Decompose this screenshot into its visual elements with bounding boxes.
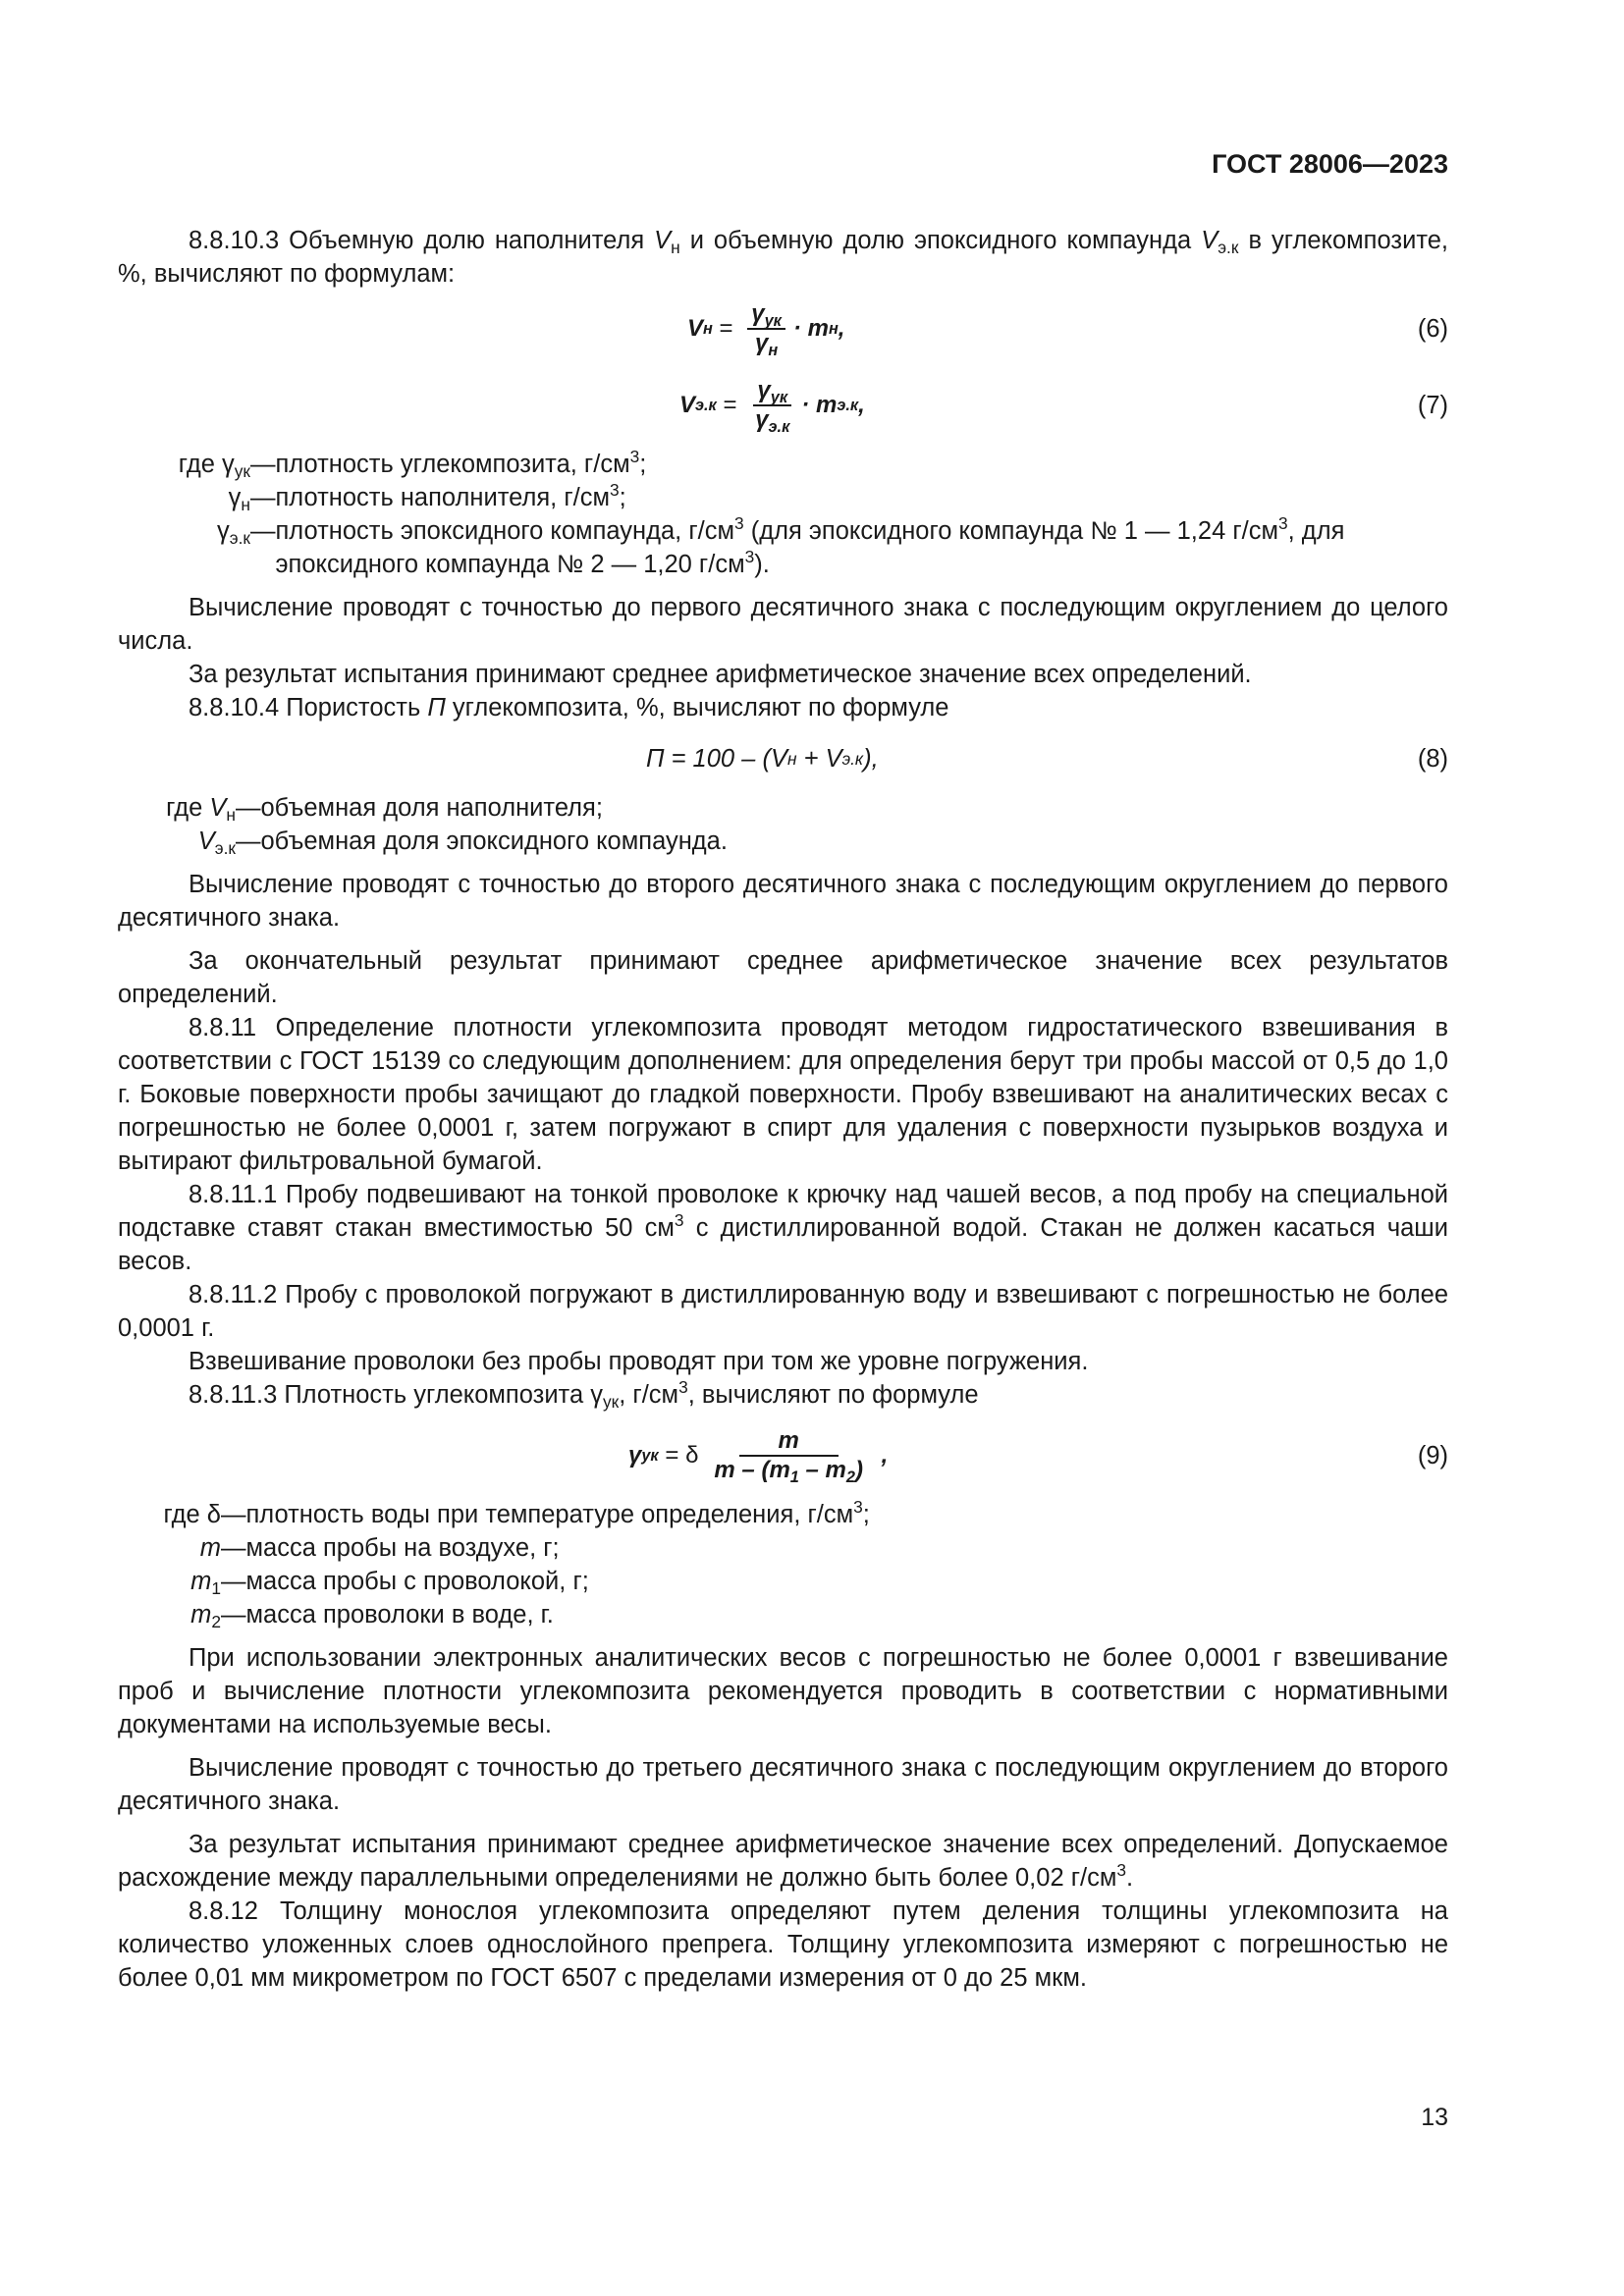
document-page (118, 0, 1448, 2296)
page-number: 13 (1421, 2104, 1448, 2131)
definition-item: $m_2$ — масса проволоки в воде, г. (190, 1601, 554, 1631)
definition-item: $\gamma_{э.к}$ — плотность эпоксидного компаунда, $г/см^3$ (для эпоксидного компаунда № 1 — 1,24 $г/см^3$, для эпоксидного компаунда № 2 — 1,20 $г/см^3$). (217, 513, 1345, 578)
formula-number: (9) (1417, 1442, 1448, 1469)
paragraph-8-8-12: 8.8.12 Толщину монослоя углекомпозита определяют путем деления толщины углекомпозита на количество уложенных слоев однослойного препрега. Толщину углекомпозита измеряют с погрешностью не более 0,01 мм микрометром по ГОСТ 6507 с пределами измерения от 0 до 25 мкм. (118, 1897, 1448, 1992)
definition-item: где $V_н$ — объемная доля наполнителя; (166, 794, 603, 825)
formula-7: V э.к = $\frac{\gamma_{ук}}{\gamma_{э.к}}$ · m э.к , (7) (679, 377, 1448, 436)
paragraph: Вычисление проводят с точностью до первого десятичного знака с последующим округлением до целого числа. (118, 594, 1448, 655)
document-body (118, 224, 1448, 1995)
paragraph: Вычисление проводят с точностью до третьего десятичного знака с последующим округлением до второго десятичного знака. (118, 1754, 1448, 1815)
definition-item: $\gamma_н$ — плотность наполнителя, $г/см^3$; (228, 480, 626, 514)
document-header: ГОСТ 28006—2023 (1212, 149, 1448, 179)
paragraph-8-8-10-4: 8.8.10.4 Пористость П углекомпозита, %, вычисляют по формуле (189, 694, 949, 721)
definition-item: m — масса пробы на воздухе, г; (199, 1534, 560, 1562)
formula-number: (7) (1417, 392, 1448, 419)
paragraph-8-8-11-2: 8.8.11.2 Пробу с проволокой погружают в дистиллированную воду и взвешивают с погрешностью не более 0,0001 г. (118, 1281, 1448, 1342)
paragraph: Вычисление проводят с точностью до второго десятичного знака с последующим округлением до первого десятичного знака. (118, 871, 1448, 932)
paragraph: За результат испытания принимают среднее арифметическое значение всех определений. (189, 661, 1252, 688)
formula-6: V н = $\frac{\gamma_{ук}}{\gamma_н}$ · m н , (6) (687, 300, 1448, 359)
definition-item: $V_{э.к}$ — объемная доля эпоксидного компаунда. (197, 828, 728, 858)
formula-8: П = 100 – ( V н + V э.к ), (8) (118, 730, 1448, 787)
fraction: $\frac{\gamma_{ук}}{\gamma_{э.к}}$ (755, 377, 790, 436)
paragraph-8-8-11: 8.8.11 Определение плотности углекомпозита проводят методом гидростатического взвешивания в соответствии с ГОСТ 15139 со следующим дополнением: для определения берут три пробы массой от 0,5 до 1,0 г. Боковые поверхности пробы зачищают до гладкой поверхности. Пробу взвешивают на аналитических весах с погрешностью не более 0,0001 г, затем погружают в спирт для удаления с поверхности пузырьков воздуха и вытирают фильтровальной бумагой. (118, 1014, 1448, 1175)
definition-item: $m_1$ — масса пробы с проволокой, г; (190, 1568, 589, 1598)
definitions-list-2 (118, 791, 1448, 858)
formula-9: γ ук = δ $\frac{m}{m - (m_1 - m_2)}$ , (9) (628, 1427, 1448, 1486)
paragraph: Взвешивание проволоки без пробы проводят при том же уровне погружения. (189, 1348, 1089, 1375)
paragraph: За окончательный результат принимают среднее арифметическое значение всех результатов определений. (118, 947, 1448, 1008)
paragraph-8-8-10-3: 8.8.10.3 Объемную долю наполнителя $V_н$ и объемную долю эпоксидного компаунда $V_{э.к}$ в углекомпозите, %, вычисляют по формулам: (118, 227, 1448, 288)
paragraph-8-8-11-1: 8.8.11.1 Пробу подвешивают на тонкой проволоке к крючку над чашей весов, а под пробу на специальной подставке ставят стакан вместимостью 50 $см^3$ с дистиллированной водой. Стакан не должен касаться чаши весов. (118, 1181, 1449, 1275)
definitions-list-1 (118, 448, 1448, 581)
definition-item: где δ — плотность воды при температуре определения, $г/см^3$; (163, 1497, 870, 1528)
definitions-list-3 (118, 1498, 1448, 1631)
definition-item: где $\gamma_{ук}$ — плотность углекомпозита, $г/см^3$; (178, 447, 647, 481)
paragraph-8-8-11-3: 8.8.11.3 Плотность углекомпозита $\gamma_{ук}$, $г/см^3$, вычисляют по формуле (189, 1377, 979, 1412)
formula-number: (8) (1417, 745, 1448, 773)
formula-number: (6) (1417, 315, 1448, 343)
fraction: $\frac{\gamma_{ук}}{\gamma_н}$ (747, 300, 785, 357)
fraction: $\frac{m}{m - (m_1 - m_2)}$ (714, 1427, 863, 1486)
paragraph: При использовании электронных аналитических весов с погрешностью не более 0,0001 г взвешивание проб и вычисление плотности углекомпозита рекомендуется проводить в соответствии с нормативными документами на используемые весы. (118, 1644, 1448, 1738)
paragraph: За результат испытания принимают среднее арифметическое значение всех определений. Допускаемое расхождение между параллельными определениями не должно быть более 0,02 $г/см^3$. (118, 1831, 1448, 1892)
